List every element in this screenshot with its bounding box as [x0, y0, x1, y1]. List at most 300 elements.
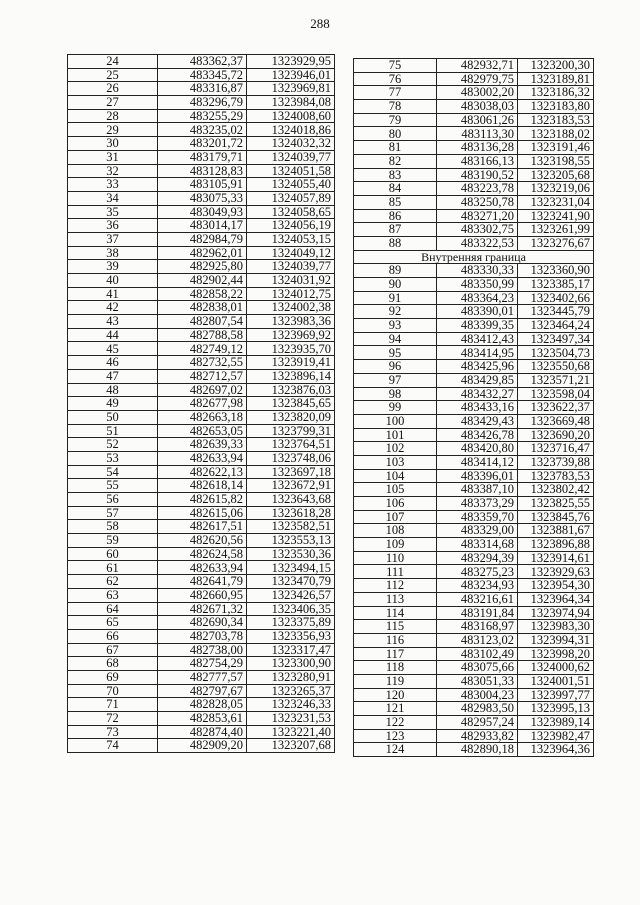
coordinate-y: 1323799,31	[247, 424, 335, 438]
table-row	[354, 716, 594, 730]
table-row	[68, 506, 335, 520]
table-row	[354, 113, 594, 127]
table-row	[68, 55, 335, 69]
coordinate-x: 483168,97	[437, 620, 518, 634]
coordinate-y: 1323402,66	[518, 291, 594, 305]
point-number: 108	[354, 524, 437, 538]
coordinate-y: 1324049,12	[247, 246, 335, 260]
table-row	[68, 205, 335, 219]
coordinate-x: 482633,94	[158, 561, 247, 575]
point-number: 87	[354, 223, 437, 237]
point-number: 81	[354, 141, 437, 155]
table-row	[68, 397, 335, 411]
coordinate-x: 482933,82	[437, 729, 518, 743]
coordinate-x: 483345,72	[158, 68, 247, 82]
coordinate-x: 483330,33	[437, 264, 518, 278]
table-row	[68, 96, 335, 110]
point-number: 41	[68, 287, 158, 301]
coordinate-x: 482962,01	[158, 246, 247, 260]
point-number: 112	[354, 579, 437, 593]
table-row	[68, 588, 335, 602]
point-number: 69	[68, 670, 158, 684]
coordinate-x: 482788,58	[158, 328, 247, 342]
point-number: 104	[354, 469, 437, 483]
coordinate-x: 483128,83	[158, 164, 247, 178]
table-row	[68, 219, 335, 233]
coordinate-x: 482620,56	[158, 534, 247, 548]
table-row	[68, 410, 335, 424]
coordinate-y: 1323221,40	[247, 725, 335, 739]
point-number: 124	[354, 743, 437, 757]
coordinate-y: 1323231,53	[247, 712, 335, 726]
point-number: 100	[354, 414, 437, 428]
point-number: 106	[354, 497, 437, 511]
point-number: 55	[68, 479, 158, 493]
point-number: 43	[68, 315, 158, 329]
table-row	[354, 565, 594, 579]
point-number: 91	[354, 291, 437, 305]
point-number: 52	[68, 438, 158, 452]
coordinate-y: 1324051,58	[247, 164, 335, 178]
point-number: 28	[68, 109, 158, 123]
point-number: 49	[68, 397, 158, 411]
point-number: 27	[68, 96, 158, 110]
table-row	[354, 551, 594, 565]
coordinate-y: 1324001,51	[518, 674, 594, 688]
coordinate-x: 483038,03	[437, 100, 518, 114]
coordinate-y: 1324012,75	[247, 287, 335, 301]
table-row	[68, 493, 335, 507]
coordinate-x: 482712,57	[158, 369, 247, 383]
point-number: 109	[354, 538, 437, 552]
table-row	[68, 328, 335, 342]
table-row	[354, 209, 594, 223]
coordinate-x: 483075,66	[437, 661, 518, 675]
point-number: 32	[68, 164, 158, 178]
point-number: 75	[354, 59, 437, 73]
coordinate-y: 1323276,67	[518, 236, 594, 250]
table-row	[68, 232, 335, 246]
coordinate-x: 482807,54	[158, 315, 247, 329]
coordinate-y: 1323983,30	[518, 620, 594, 634]
point-number: 120	[354, 688, 437, 702]
coordinate-y: 1323984,08	[247, 96, 335, 110]
coordinate-y: 1323997,77	[518, 688, 594, 702]
table-row	[354, 688, 594, 702]
table-row	[68, 424, 335, 438]
point-number: 70	[68, 684, 158, 698]
coordinate-x: 482853,61	[158, 712, 247, 726]
coordinate-y: 1323530,36	[247, 547, 335, 561]
point-number: 65	[68, 616, 158, 630]
table-row	[68, 68, 335, 82]
table-row	[354, 442, 594, 456]
table-row	[68, 383, 335, 397]
point-number: 113	[354, 592, 437, 606]
coordinate-x: 482690,34	[158, 616, 247, 630]
table-row	[68, 123, 335, 137]
table-row	[354, 414, 594, 428]
coordinate-y: 1323896,88	[518, 538, 594, 552]
coordinate-x: 483255,29	[158, 109, 247, 123]
point-number: 56	[68, 493, 158, 507]
coordinate-y: 1323571,21	[518, 373, 594, 387]
table-row	[354, 59, 594, 73]
point-number: 73	[68, 725, 158, 739]
point-number: 29	[68, 123, 158, 137]
point-number: 92	[354, 305, 437, 319]
table-row	[354, 606, 594, 620]
table-row	[354, 100, 594, 114]
point-number: 48	[68, 383, 158, 397]
point-number: 101	[354, 428, 437, 442]
coordinate-x: 482615,82	[158, 493, 247, 507]
point-number: 39	[68, 260, 158, 274]
point-number: 114	[354, 606, 437, 620]
point-number: 118	[354, 661, 437, 675]
coordinate-y: 1323982,47	[518, 729, 594, 743]
coordinate-x: 483296,79	[158, 96, 247, 110]
coordinate-x: 483425,96	[437, 360, 518, 374]
table-row	[354, 538, 594, 552]
point-number: 34	[68, 191, 158, 205]
table-row	[354, 319, 594, 333]
point-number: 71	[68, 698, 158, 712]
table-row	[68, 547, 335, 561]
coordinate-y: 1323969,92	[247, 328, 335, 342]
coordinate-y: 1323845,76	[518, 510, 594, 524]
point-number: 50	[68, 410, 158, 424]
point-number: 36	[68, 219, 158, 233]
table-row	[68, 287, 335, 301]
coordinate-y: 1323183,80	[518, 100, 594, 114]
point-number: 77	[354, 86, 437, 100]
coordinate-y: 1323739,88	[518, 455, 594, 469]
coordinate-y: 1323914,61	[518, 551, 594, 565]
section-label: Внутренняя граница	[354, 250, 594, 264]
coordinate-x: 483075,33	[158, 191, 247, 205]
table-row	[354, 195, 594, 209]
table-row	[354, 264, 594, 278]
coordinate-x: 483322,53	[437, 236, 518, 250]
table-row	[68, 657, 335, 671]
coordinate-x: 483390,01	[437, 305, 518, 319]
coordinates-table-right	[353, 58, 594, 757]
coordinate-y: 1323582,51	[247, 520, 335, 534]
coordinate-x: 483399,35	[437, 319, 518, 333]
coordinate-y: 1324000,62	[518, 661, 594, 675]
coordinate-y: 1323919,41	[247, 356, 335, 370]
point-number: 89	[354, 264, 437, 278]
coordinate-y: 1323385,17	[518, 278, 594, 292]
coordinate-y: 1323598,04	[518, 387, 594, 401]
coordinate-y: 1323964,34	[518, 592, 594, 606]
section-row	[354, 250, 594, 264]
coordinate-x: 482979,75	[437, 72, 518, 86]
coordinate-x: 482663,18	[158, 410, 247, 424]
coordinate-x: 483314,68	[437, 538, 518, 552]
table-row	[68, 260, 335, 274]
coordinate-y: 1323690,20	[518, 428, 594, 442]
table-row	[68, 602, 335, 616]
point-number: 57	[68, 506, 158, 520]
coordinate-y: 1323748,06	[247, 451, 335, 465]
coordinate-y: 1323825,55	[518, 497, 594, 511]
point-number: 83	[354, 168, 437, 182]
table-row	[354, 497, 594, 511]
point-number: 82	[354, 154, 437, 168]
coordinate-y: 1323246,33	[247, 698, 335, 712]
table-row	[354, 387, 594, 401]
coordinate-y: 1323426,57	[247, 588, 335, 602]
table-row	[68, 465, 335, 479]
coordinate-x: 482617,51	[158, 520, 247, 534]
coordinate-y: 1324002,38	[247, 301, 335, 315]
coordinate-y: 1323974,94	[518, 606, 594, 620]
table-row	[68, 178, 335, 192]
point-number: 33	[68, 178, 158, 192]
coordinate-y: 1324039,77	[247, 150, 335, 164]
coordinate-x: 483123,02	[437, 633, 518, 647]
point-number: 61	[68, 561, 158, 575]
coordinate-x: 483359,70	[437, 510, 518, 524]
coordinate-y: 1323672,91	[247, 479, 335, 493]
table-row	[354, 428, 594, 442]
table-row	[68, 739, 335, 753]
coordinate-x: 482624,58	[158, 547, 247, 561]
coordinate-x: 483235,02	[158, 123, 247, 137]
table-row	[68, 451, 335, 465]
table-row	[354, 72, 594, 86]
coordinate-y: 1323716,47	[518, 442, 594, 456]
coordinate-x: 482777,57	[158, 670, 247, 684]
coordinate-x: 483396,01	[437, 469, 518, 483]
table-row	[354, 579, 594, 593]
coordinate-x: 483414,95	[437, 346, 518, 360]
table-row	[68, 629, 335, 643]
point-number: 103	[354, 455, 437, 469]
coordinate-y: 1324053,15	[247, 232, 335, 246]
coordinate-y: 1323876,03	[247, 383, 335, 397]
point-number: 86	[354, 209, 437, 223]
coordinate-y: 1323783,53	[518, 469, 594, 483]
coordinate-x: 483105,91	[158, 178, 247, 192]
table-row	[354, 729, 594, 743]
point-number: 64	[68, 602, 158, 616]
coordinate-x: 482932,71	[437, 59, 518, 73]
point-number: 59	[68, 534, 158, 548]
table-row	[354, 524, 594, 538]
coordinate-y: 1324031,92	[247, 274, 335, 288]
point-number: 119	[354, 674, 437, 688]
coordinate-x: 483102,49	[437, 647, 518, 661]
coordinate-x: 482890,18	[437, 743, 518, 757]
point-number: 85	[354, 195, 437, 209]
page-number: 288	[310, 16, 330, 31]
coordinate-y: 1323186,32	[518, 86, 594, 100]
point-number: 117	[354, 647, 437, 661]
coordinate-x: 483216,61	[437, 592, 518, 606]
point-number: 94	[354, 332, 437, 346]
coordinate-x: 482732,55	[158, 356, 247, 370]
coordinate-y: 1324057,89	[247, 191, 335, 205]
point-number: 42	[68, 301, 158, 315]
table-row	[354, 401, 594, 415]
coordinate-x: 482697,02	[158, 383, 247, 397]
table-row	[354, 743, 594, 757]
point-number: 30	[68, 137, 158, 151]
point-number: 115	[354, 620, 437, 634]
table-row	[354, 223, 594, 237]
coordinate-y: 1323494,15	[247, 561, 335, 575]
point-number: 97	[354, 373, 437, 387]
table-row	[354, 127, 594, 141]
point-number: 63	[68, 588, 158, 602]
point-number: 24	[68, 55, 158, 69]
table-row	[68, 137, 335, 151]
coordinate-x: 482639,33	[158, 438, 247, 452]
point-number: 84	[354, 182, 437, 196]
point-number: 110	[354, 551, 437, 565]
table-row	[68, 315, 335, 329]
coordinate-y: 1323622,37	[518, 401, 594, 415]
table-row	[354, 360, 594, 374]
point-number: 25	[68, 68, 158, 82]
coordinate-y: 1323929,95	[247, 55, 335, 69]
coordinate-y: 1323896,14	[247, 369, 335, 383]
table-row	[68, 109, 335, 123]
coordinate-y: 1323219,06	[518, 182, 594, 196]
coordinate-x: 483294,39	[437, 551, 518, 565]
coordinate-y: 1323280,91	[247, 670, 335, 684]
point-number: 68	[68, 657, 158, 671]
table-row	[68, 698, 335, 712]
coordinate-x: 483373,29	[437, 497, 518, 511]
table-row	[68, 534, 335, 548]
coordinate-x: 483250,78	[437, 195, 518, 209]
point-number: 40	[68, 274, 158, 288]
table-row	[354, 332, 594, 346]
table-row	[354, 633, 594, 647]
coordinates-table-left	[67, 54, 335, 753]
coordinate-y: 1323265,37	[247, 684, 335, 698]
coordinate-y: 1324058,65	[247, 205, 335, 219]
coordinate-x: 483387,10	[437, 483, 518, 497]
table-row	[68, 342, 335, 356]
point-number: 38	[68, 246, 158, 260]
point-number: 26	[68, 82, 158, 96]
coordinate-x: 482641,79	[158, 575, 247, 589]
coordinate-y: 1323261,99	[518, 223, 594, 237]
point-number: 121	[354, 702, 437, 716]
point-number: 95	[354, 346, 437, 360]
table-row	[354, 483, 594, 497]
coordinate-y: 1323929,63	[518, 565, 594, 579]
coordinate-x: 482984,79	[158, 232, 247, 246]
coordinate-x: 483364,23	[437, 291, 518, 305]
coordinate-y: 1323360,90	[518, 264, 594, 278]
point-number: 76	[354, 72, 437, 86]
coordinate-x: 482925,80	[158, 260, 247, 274]
coordinate-x: 483302,75	[437, 223, 518, 237]
coordinate-x: 482754,29	[158, 657, 247, 671]
table-row	[68, 246, 335, 260]
coordinate-y: 1323995,13	[518, 702, 594, 716]
point-number: 90	[354, 278, 437, 292]
coordinate-x: 483179,71	[158, 150, 247, 164]
coordinate-y: 1324018,86	[247, 123, 335, 137]
coordinate-x: 482909,20	[158, 739, 247, 753]
coordinate-x: 482838,01	[158, 301, 247, 315]
table-row	[354, 674, 594, 688]
coordinate-y: 1323845,65	[247, 397, 335, 411]
point-number: 58	[68, 520, 158, 534]
point-number: 60	[68, 547, 158, 561]
coordinate-x: 482653,05	[158, 424, 247, 438]
coordinate-y: 1323300,90	[247, 657, 335, 671]
coordinate-x: 482677,98	[158, 397, 247, 411]
coordinate-x: 483350,99	[437, 278, 518, 292]
coordinate-x: 483234,93	[437, 579, 518, 593]
point-number: 79	[354, 113, 437, 127]
coordinate-y: 1323205,68	[518, 168, 594, 182]
coordinate-x: 483136,28	[437, 141, 518, 155]
point-number: 88	[354, 236, 437, 250]
coordinate-y: 1323317,47	[247, 643, 335, 657]
point-number: 54	[68, 465, 158, 479]
coordinate-x: 483432,27	[437, 387, 518, 401]
point-number: 122	[354, 716, 437, 730]
table-row	[354, 620, 594, 634]
coordinate-y: 1323183,53	[518, 113, 594, 127]
point-number: 123	[354, 729, 437, 743]
coordinate-y: 1324056,19	[247, 219, 335, 233]
coordinate-y: 1323464,24	[518, 319, 594, 333]
table-row	[354, 647, 594, 661]
coordinate-y: 1323669,48	[518, 414, 594, 428]
table-row	[68, 369, 335, 383]
point-number: 93	[354, 319, 437, 333]
point-number: 102	[354, 442, 437, 456]
table-row	[68, 561, 335, 575]
coordinate-x: 483049,93	[158, 205, 247, 219]
point-number: 37	[68, 232, 158, 246]
coordinate-x: 482983,50	[437, 702, 518, 716]
coordinate-x: 482738,00	[158, 643, 247, 657]
table-row	[68, 356, 335, 370]
coordinate-x: 482660,95	[158, 588, 247, 602]
coordinate-x: 482874,40	[158, 725, 247, 739]
coordinate-y: 1323697,18	[247, 465, 335, 479]
point-number: 31	[68, 150, 158, 164]
table-row	[68, 274, 335, 288]
coordinate-x: 483429,85	[437, 373, 518, 387]
point-number: 98	[354, 387, 437, 401]
coordinate-x: 482902,44	[158, 274, 247, 288]
coordinate-y: 1323881,67	[518, 524, 594, 538]
coordinate-x: 483014,17	[158, 219, 247, 233]
coordinate-y: 1323989,14	[518, 716, 594, 730]
point-number: 107	[354, 510, 437, 524]
coordinate-y: 1323550,68	[518, 360, 594, 374]
coordinate-y: 1323470,79	[247, 575, 335, 589]
coordinate-y: 1323764,51	[247, 438, 335, 452]
table-row	[354, 141, 594, 155]
point-number: 99	[354, 401, 437, 415]
coordinate-y: 1323198,55	[518, 154, 594, 168]
point-number: 62	[68, 575, 158, 589]
table-row	[68, 164, 335, 178]
